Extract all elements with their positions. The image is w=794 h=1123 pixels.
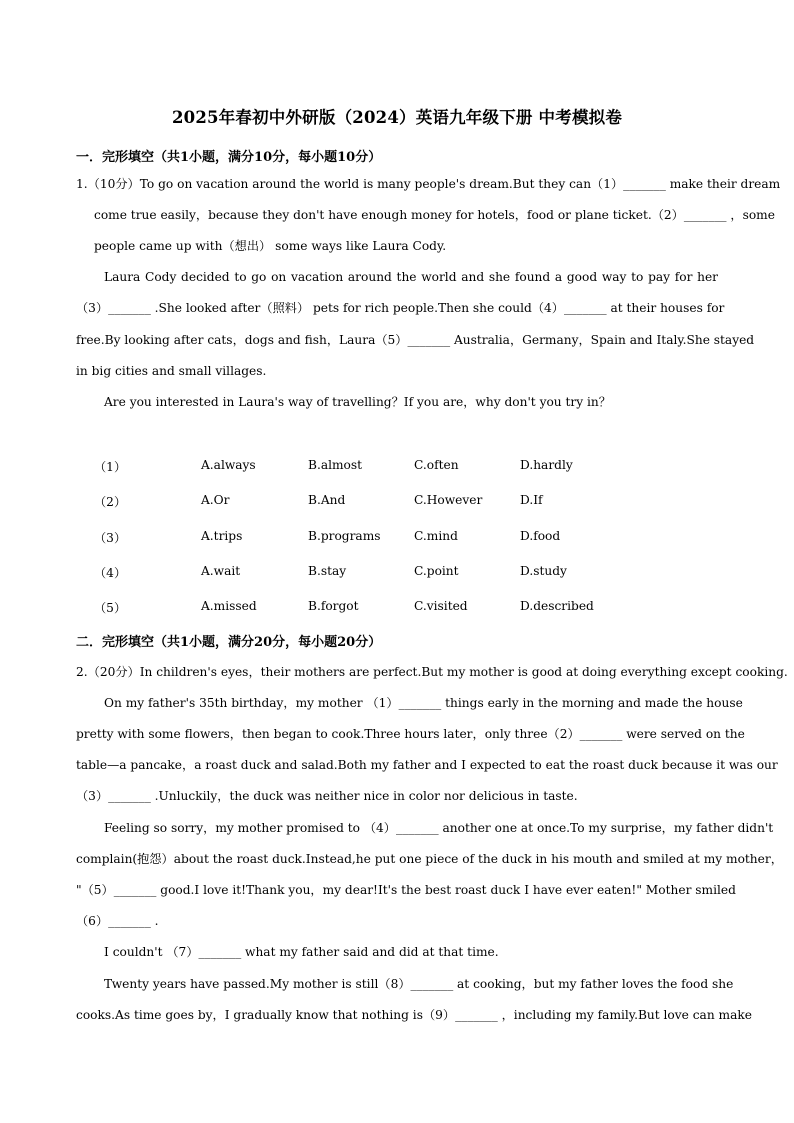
q1-line-1: 1.（10分）To go on vacation around the world is many people's dream.But they can（1）_______ make their dream [76,177,781,191]
option-number: （1） [94,460,127,474]
q1-line-4: Laura Cody decided to go on vacation around the world and she found a good way to pay for her [104,270,718,284]
q1-line-2: come true easily，because they don't have enough money for hotels，food or plane ticket.（2）_______ ，some [94,208,775,222]
q2-line-10: I couldn't （7）_______ what my father said and did at that time. [104,945,499,959]
q2-line-1: 2.（20分）In children's eyes，their mothers are perfect.But my mother is good at doing everything except cooking. [76,665,788,679]
q2-line-9: （6）_______ . [76,914,159,928]
q2-line-5: （3）_______ .Unluckily，the duck was neither nice in color nor delicious in taste. [76,789,578,803]
page-title: 2025年春初中外研版（2024）英语九年级下册 中考模拟卷 [171,108,623,127]
section-1-heading: 一．完形填空（共1小题，满分10分，每小题10分） [76,150,382,165]
option-b[interactable]: B.almost [308,458,363,472]
option-d[interactable]: D.If [520,493,543,507]
option-number: （5） [94,601,127,615]
q2-line-4: table—a pancake，a roast duck and salad.Both my father and I expected to eat the roast duck because it was our [76,758,778,772]
q1-line-7: in big cities and small villages. [76,364,267,378]
option-b[interactable]: B.And [308,493,346,507]
q2-line-3: pretty with some flowers，then began to cook.Three hours later，only three（2）_______ were served on the [76,727,745,741]
section-2-heading: 二．完形填空（共1小题，满分20分，每小题20分） [76,635,382,650]
q1-line-3: people came up with（想出） some ways like Laura Cody. [94,239,447,253]
option-c[interactable]: C.mind [414,529,458,543]
option-number: （4） [94,566,127,580]
option-b[interactable]: B.forgot [308,599,359,613]
option-d[interactable]: D.hardly [520,458,573,472]
q2-line-2: On my father's 35th birthday，my mother （1）_______ things early in the morning and made the house [104,696,743,710]
q2-line-12: cooks.As time goes by，I gradually know that nothing is（9）_______ ，including my family.But love can make [76,1008,752,1022]
option-c[interactable]: C.visited [414,599,468,613]
option-a[interactable]: A.trips [201,529,243,543]
option-b[interactable]: B.stay [308,564,347,578]
q2-line-6: Feeling so sorry，my mother promised to （4）_______ another one at once.To my surprise，my father didn't [104,821,774,835]
q1-line-5: （3）_______ .She looked after（照料） pets for rich people.Then she could（4）_______ at their houses for [76,301,725,315]
option-number: （3） [94,531,127,545]
q2-line-11: Twenty years have passed.My mother is still（8）_______ at cooking，but my father loves the food she [104,977,734,991]
option-a[interactable]: A.wait [201,564,241,578]
option-d[interactable]: D.food [520,529,561,543]
q2-line-8: "（5）_______ good.I love it!Thank you，my dear!It's the best roast duck I have ever eaten!" Mother smiled [76,883,736,897]
q2-line-7: complain(抱怨）about the roast duck.Instead,he put one piece of the duck in his mouth and smiled at my mother， [76,852,783,866]
option-c[interactable]: C.However [414,493,483,507]
option-a[interactable]: A.missed [201,599,257,613]
option-c[interactable]: C.point [414,564,459,578]
option-number: （2） [94,495,127,509]
option-d[interactable]: D.study [520,564,567,578]
option-d[interactable]: D.described [520,599,594,613]
option-a[interactable]: A.always [201,458,256,472]
q1-line-6: free.By looking after cats，dogs and fish，Laura（5）_______ Australia，Germany，Spain and Italy.She stayed [76,333,755,347]
option-b[interactable]: B.programs [308,529,381,543]
option-a[interactable]: A.Or [201,493,230,507]
q1-line-8: Are you interested in Laura's way of travelling？If you are，why don't you try in？ [104,395,611,409]
option-c[interactable]: C.often [414,458,459,472]
